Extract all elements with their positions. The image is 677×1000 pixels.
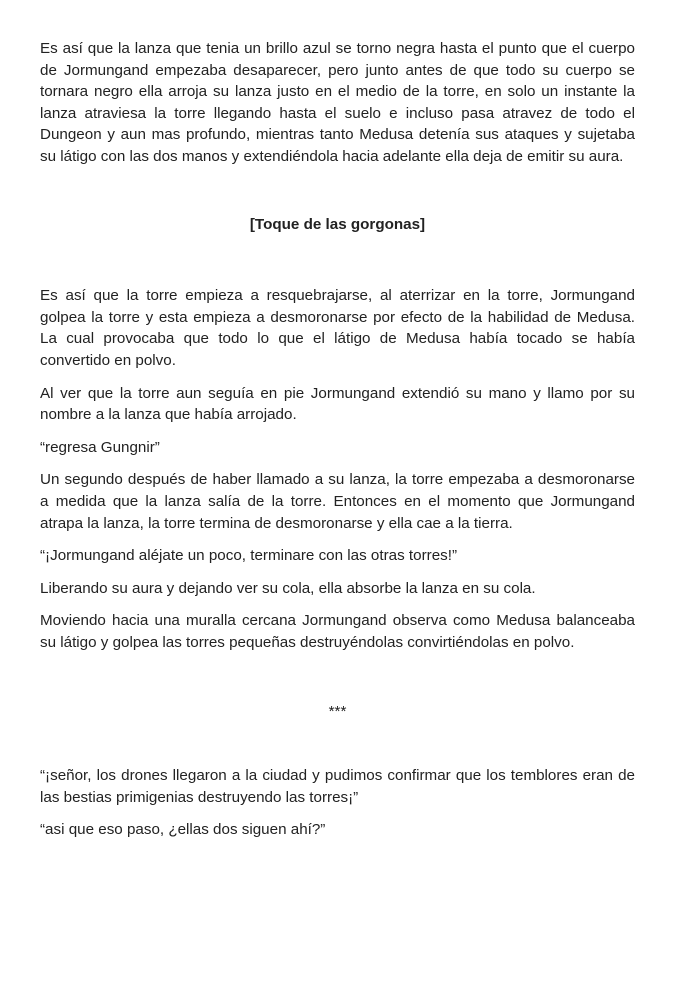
paragraph: Es así que la lanza que tenia un brillo azul se torno negra hasta el punto que el cuerpo de Jormungand empezaba desaparecer, pero junto antes de que todo su cuerpo se tornara negro ella arroja su lanza justo en el medio de la torre, en solo un instante la lanza atraviesa la torre llegando hasta el suelo e incluso pasa atravez de todo el Dungeon y aun mas profundo, mientras tanto Medusa detenía sus ataques y sujetaba su látigo con las dos manos y extendiéndola hacia adelante ella deja de emitir su aura. — [40, 40, 635, 165]
dialogue-line: “¡Jormungand aléjate un poco, terminare con las otras torres!” — [40, 547, 458, 565]
dialogue-line: “¡señor, los drones llegaron a la ciudad y pudimos confirmar que los temblores eran de las bestias primigenias destruyendo las torres¡” — [40, 767, 635, 806]
scene-separator: *** — [328, 703, 347, 721]
paragraph: Un segundo después de haber llamado a su lanza, la torre empezaba a desmoronarse a medida que la lanza salía de la torre. Entonces en el momento que Jormungand atrapa la lanza, la torre termina de desmoronarse y ella cae a la tierra. — [40, 471, 635, 532]
paragraph: Es así que la torre empieza a resquebrajarse, al aterrizar en la torre, Jormungand golpea la torre y esta empieza a desmoronarse por efecto de la habilidad de Medusa. La cual provocaba que todo lo que el látigo de Medusa había tocado se había convertido en polvo. — [40, 287, 635, 369]
paragraph: Liberando su aura y dejando ver su cola, ella absorbe la lanza en su cola. — [40, 579, 536, 597]
dialogue-line: “asi que eso paso, ¿ellas dos siguen ahí?” — [40, 821, 326, 839]
section-heading: [Toque de las gorgonas] — [249, 215, 426, 233]
paragraph: Al ver que la torre aun seguía en pie Jormungand extendió su mano y llamo por su nombre a la lanza que había arrojado. — [40, 384, 635, 424]
document-page — [40, 38, 635, 852]
dialogue-line: “regresa Gungnir” — [40, 438, 160, 456]
paragraph: Moviendo hacia una muralla cercana Jormungand observa como Medusa balanceaba su látigo y golpea las torres pequeñas destruyéndolas convirtiéndolas en polvo. — [40, 612, 635, 651]
